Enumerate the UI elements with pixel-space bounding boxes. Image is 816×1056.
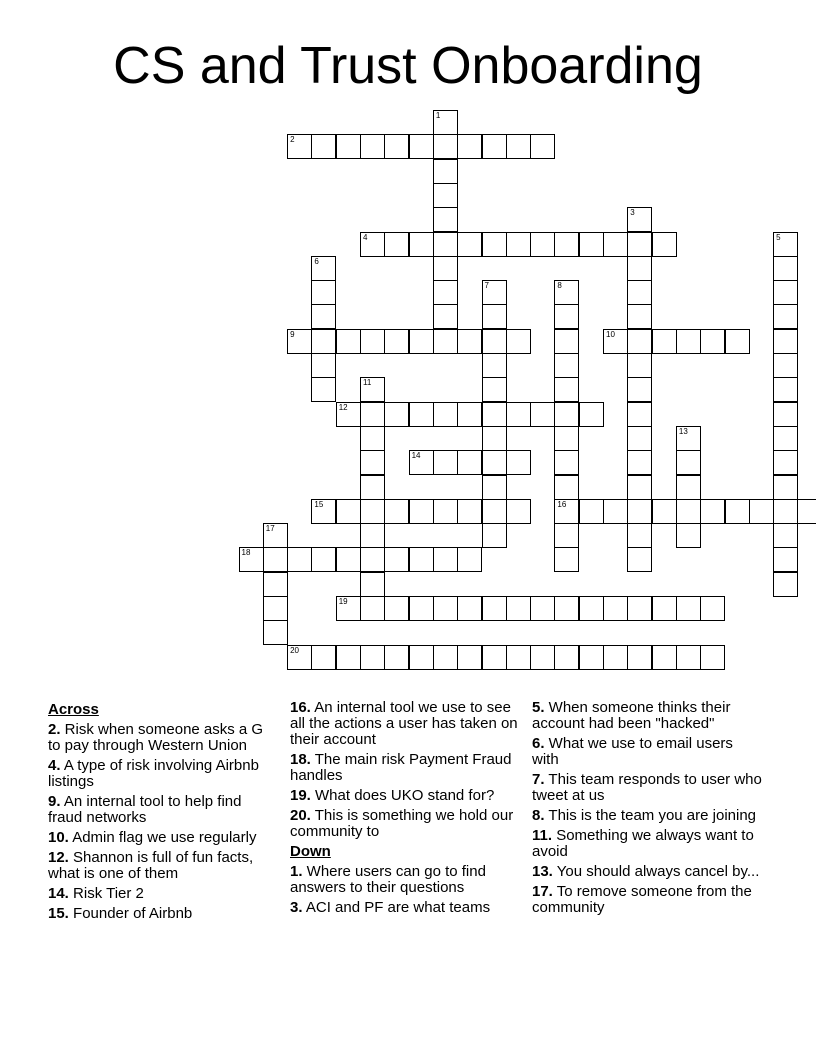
grid-cell[interactable] bbox=[457, 499, 482, 524]
grid-cell[interactable] bbox=[603, 596, 628, 621]
grid-cell[interactable] bbox=[773, 547, 798, 572]
clue-number-label: 18. bbox=[290, 751, 311, 768]
clue-number: 1 bbox=[435, 111, 441, 120]
down-clue bbox=[532, 700, 762, 732]
grid-cell[interactable] bbox=[482, 426, 507, 451]
grid-cell[interactable] bbox=[311, 353, 336, 378]
grid-cell[interactable] bbox=[627, 523, 652, 548]
across-clue bbox=[290, 752, 518, 784]
down-clue bbox=[290, 900, 518, 916]
grid-cell[interactable] bbox=[433, 256, 458, 281]
grid-cell[interactable] bbox=[482, 329, 507, 354]
grid-cell[interactable] bbox=[457, 645, 482, 670]
grid-cell[interactable] bbox=[457, 134, 482, 159]
grid-cell[interactable] bbox=[773, 304, 798, 329]
across-clue bbox=[48, 850, 273, 882]
clue-text: The main risk Payment Fraud handles bbox=[290, 751, 512, 784]
clue-text: Risk when someone asks a G to pay through Western Union bbox=[48, 721, 264, 754]
clue-number: 11 bbox=[363, 378, 372, 388]
grid-cell[interactable] bbox=[287, 547, 312, 572]
down-clue bbox=[532, 736, 762, 768]
grid-cell[interactable] bbox=[627, 207, 652, 232]
grid-cell[interactable] bbox=[603, 329, 628, 354]
grid-cell[interactable] bbox=[457, 402, 482, 427]
clue-text: To remove someone from the community bbox=[532, 883, 752, 916]
grid-cell[interactable] bbox=[627, 402, 652, 427]
grid-cell[interactable] bbox=[384, 645, 409, 670]
grid-cell[interactable] bbox=[433, 134, 458, 159]
grid-cell[interactable] bbox=[360, 450, 385, 475]
grid-cell[interactable] bbox=[433, 645, 458, 670]
grid-cell[interactable] bbox=[676, 329, 701, 354]
clues-column-1 bbox=[48, 700, 273, 926]
grid-cell[interactable] bbox=[554, 499, 579, 524]
grid-cell[interactable] bbox=[773, 280, 798, 305]
grid-cell[interactable] bbox=[554, 304, 579, 329]
grid-cell[interactable] bbox=[725, 329, 750, 354]
clue-text: Where users can go to find answers to their questions bbox=[290, 863, 486, 896]
grid-cell[interactable] bbox=[409, 596, 434, 621]
clue-number-label: 8. bbox=[532, 807, 545, 824]
grid-cell[interactable] bbox=[433, 232, 458, 257]
grid-cell[interactable] bbox=[482, 596, 507, 621]
grid-cell[interactable] bbox=[579, 402, 604, 427]
grid-cell[interactable] bbox=[773, 523, 798, 548]
grid-cell[interactable] bbox=[627, 232, 652, 257]
grid-cell[interactable] bbox=[409, 450, 434, 475]
grid-cell[interactable] bbox=[360, 134, 385, 159]
grid-cell[interactable] bbox=[773, 329, 798, 354]
grid-cell[interactable] bbox=[773, 402, 798, 427]
grid-cell[interactable] bbox=[287, 645, 312, 670]
grid-cell[interactable] bbox=[433, 547, 458, 572]
grid-cell[interactable] bbox=[506, 402, 531, 427]
grid-cell[interactable] bbox=[773, 499, 798, 524]
across-clue bbox=[48, 794, 273, 826]
grid-cell[interactable] bbox=[506, 329, 531, 354]
grid-cell[interactable] bbox=[311, 304, 336, 329]
grid-cell[interactable] bbox=[773, 450, 798, 475]
across-clue bbox=[48, 758, 273, 790]
clue-number: 16 bbox=[557, 499, 567, 509]
grid-cell[interactable] bbox=[336, 645, 361, 670]
clue-number: 20 bbox=[290, 645, 299, 655]
clue-text: Shannon is full of fun facts, what is one of them bbox=[48, 849, 254, 882]
down-heading: Down bbox=[290, 843, 331, 860]
grid-cell[interactable] bbox=[506, 450, 531, 475]
across-clue bbox=[48, 830, 273, 846]
clue-number-label: 5. bbox=[532, 699, 545, 716]
clues-column-2 bbox=[290, 700, 518, 920]
grid-cell[interactable] bbox=[433, 280, 458, 305]
grid-cell[interactable] bbox=[554, 280, 579, 305]
down-clue bbox=[532, 828, 762, 860]
grid-cell[interactable] bbox=[627, 256, 652, 281]
grid-cell[interactable] bbox=[627, 645, 652, 670]
grid-cell[interactable] bbox=[676, 499, 701, 524]
grid-cell[interactable] bbox=[287, 329, 312, 354]
grid-cell[interactable] bbox=[409, 645, 434, 670]
across-clue bbox=[290, 700, 518, 748]
grid-cell[interactable] bbox=[384, 596, 409, 621]
grid-cell[interactable] bbox=[579, 499, 604, 524]
grid-cell[interactable] bbox=[482, 232, 507, 257]
down-clue-list-2 bbox=[532, 700, 762, 916]
grid-cell[interactable] bbox=[530, 134, 555, 159]
grid-cell[interactable] bbox=[409, 232, 434, 257]
grid-cell[interactable] bbox=[579, 232, 604, 257]
clue-number-label: 12. bbox=[48, 849, 69, 866]
grid-cell[interactable] bbox=[336, 499, 361, 524]
clue-number-label: 1. bbox=[290, 863, 303, 880]
clue-number: 4 bbox=[363, 232, 368, 242]
grid-cell[interactable] bbox=[360, 475, 385, 500]
clue-number: 15 bbox=[314, 499, 324, 509]
grid-cell[interactable] bbox=[652, 232, 677, 257]
grid-cell[interactable] bbox=[311, 547, 336, 572]
grid-cell[interactable] bbox=[239, 547, 264, 572]
grid-cell[interactable] bbox=[482, 645, 507, 670]
clue-number: 8 bbox=[557, 281, 562, 291]
clue-number: 17 bbox=[265, 524, 275, 534]
clue-text: Something we always want to avoid bbox=[532, 827, 754, 860]
grid-cell[interactable] bbox=[433, 450, 458, 475]
across-clue bbox=[48, 722, 273, 754]
grid-cell[interactable] bbox=[482, 402, 507, 427]
grid-cell[interactable] bbox=[409, 329, 434, 354]
across-clue-list-2 bbox=[290, 700, 518, 840]
grid-cell[interactable] bbox=[554, 450, 579, 475]
clue-text: You should always cancel by... bbox=[552, 863, 760, 880]
grid-cell[interactable] bbox=[482, 499, 507, 524]
grid-cell[interactable] bbox=[554, 645, 579, 670]
grid-cell[interactable] bbox=[457, 450, 482, 475]
grid-cell[interactable] bbox=[603, 645, 628, 670]
grid-cell[interactable] bbox=[749, 499, 774, 524]
grid-cell[interactable] bbox=[676, 523, 701, 548]
grid-cell[interactable] bbox=[627, 596, 652, 621]
grid-cell[interactable] bbox=[263, 572, 288, 597]
grid-cell[interactable] bbox=[384, 402, 409, 427]
down-clue bbox=[532, 884, 762, 916]
grid-cell[interactable] bbox=[676, 596, 701, 621]
grid-cell[interactable] bbox=[360, 645, 385, 670]
grid-cell[interactable] bbox=[627, 450, 652, 475]
clue-number-label: 9. bbox=[48, 793, 61, 810]
grid-cell[interactable] bbox=[725, 499, 750, 524]
clue-number-label: 7. bbox=[532, 771, 545, 788]
clue-number-label: 3. bbox=[290, 899, 303, 916]
grid-cell[interactable] bbox=[482, 280, 507, 305]
grid-cell[interactable] bbox=[797, 499, 816, 524]
grid-cell[interactable] bbox=[773, 572, 798, 597]
grid-cell[interactable] bbox=[433, 159, 458, 184]
clue-number: 18 bbox=[241, 548, 251, 558]
grid-cell[interactable] bbox=[457, 596, 482, 621]
grid-cell[interactable] bbox=[700, 645, 725, 670]
grid-cell[interactable] bbox=[311, 377, 336, 402]
clue-text: An internal tool we use to see all the actions a user has taken on their account bbox=[290, 699, 518, 748]
grid-cell[interactable] bbox=[773, 426, 798, 451]
clue-number: 10 bbox=[606, 329, 615, 339]
grid-cell[interactable] bbox=[554, 232, 579, 257]
clue-number-label: 15. bbox=[48, 905, 69, 922]
clue-number: 12 bbox=[338, 402, 348, 412]
down-clue bbox=[532, 772, 762, 804]
grid-cell[interactable] bbox=[433, 402, 458, 427]
grid-cell[interactable] bbox=[652, 596, 677, 621]
grid-cell[interactable] bbox=[433, 329, 458, 354]
clue-number-label: 4. bbox=[48, 757, 61, 774]
grid-cell[interactable] bbox=[482, 353, 507, 378]
grid-cell[interactable] bbox=[482, 377, 507, 402]
grid-cell[interactable] bbox=[506, 596, 531, 621]
grid-cell[interactable] bbox=[336, 596, 361, 621]
grid-cell[interactable] bbox=[627, 377, 652, 402]
across-clue bbox=[48, 886, 273, 902]
clue-number-label: 20. bbox=[290, 807, 311, 824]
grid-cell[interactable] bbox=[676, 450, 701, 475]
clue-number: 2 bbox=[290, 135, 295, 145]
across-clue bbox=[290, 808, 518, 840]
grid-cell[interactable] bbox=[360, 596, 385, 621]
grid-cell[interactable] bbox=[554, 426, 579, 451]
grid-cell[interactable] bbox=[311, 280, 336, 305]
grid-cell[interactable] bbox=[360, 572, 385, 597]
grid-cell[interactable] bbox=[433, 596, 458, 621]
grid-cell[interactable] bbox=[433, 304, 458, 329]
grid-cell[interactable] bbox=[627, 499, 652, 524]
clue-text: This is something we hold our community to bbox=[290, 807, 514, 840]
clue-number-label: 17. bbox=[532, 883, 553, 900]
grid-cell[interactable] bbox=[360, 232, 385, 257]
clue-text: This is the team you are joining bbox=[544, 807, 757, 824]
grid-cell[interactable] bbox=[384, 499, 409, 524]
grid-cell[interactable] bbox=[482, 450, 507, 475]
grid-cell[interactable] bbox=[554, 547, 579, 572]
grid-cell[interactable] bbox=[554, 402, 579, 427]
grid-cell[interactable] bbox=[506, 499, 531, 524]
down-clue-list-1 bbox=[290, 864, 518, 916]
clue-number: 19 bbox=[338, 597, 348, 606]
grid-cell[interactable] bbox=[603, 232, 628, 257]
grid-cell[interactable] bbox=[360, 547, 385, 572]
grid-cell[interactable] bbox=[457, 547, 482, 572]
grid-cell[interactable] bbox=[554, 329, 579, 354]
clue-text: When someone thinks their account had been "hacked" bbox=[532, 699, 731, 732]
down-clue bbox=[290, 864, 518, 896]
grid-cell[interactable] bbox=[384, 329, 409, 354]
grid-cell[interactable] bbox=[700, 499, 725, 524]
down-clue bbox=[532, 808, 762, 824]
grid-cell[interactable] bbox=[409, 134, 434, 159]
grid-cell[interactable] bbox=[311, 329, 336, 354]
grid-cell[interactable] bbox=[384, 232, 409, 257]
grid-cell[interactable] bbox=[506, 134, 531, 159]
grid-cell[interactable] bbox=[530, 596, 555, 621]
clue-number-label: 2. bbox=[48, 721, 61, 738]
clue-number-label: 13. bbox=[532, 863, 553, 880]
clue-text: ACI and PF are what teams bbox=[302, 899, 491, 916]
clue-text: What does UKO stand for? bbox=[310, 787, 495, 804]
grid-cell[interactable] bbox=[360, 499, 385, 524]
grid-cell[interactable] bbox=[627, 329, 652, 354]
grid-cell[interactable] bbox=[627, 426, 652, 451]
grid-cell[interactable] bbox=[433, 499, 458, 524]
grid-cell[interactable] bbox=[433, 110, 458, 135]
grid-cell[interactable] bbox=[627, 304, 652, 329]
grid-cell[interactable] bbox=[603, 499, 628, 524]
grid-cell[interactable] bbox=[409, 402, 434, 427]
clue-text: Risk Tier 2 bbox=[68, 885, 144, 902]
grid-cell[interactable] bbox=[263, 596, 288, 621]
grid-cell[interactable] bbox=[554, 353, 579, 378]
grid-cell[interactable] bbox=[579, 596, 604, 621]
grid-cell[interactable] bbox=[336, 547, 361, 572]
grid-cell[interactable] bbox=[311, 645, 336, 670]
grid-cell[interactable] bbox=[433, 183, 458, 208]
grid-cell[interactable] bbox=[700, 329, 725, 354]
clue-number: 7 bbox=[484, 281, 489, 291]
grid-cell[interactable] bbox=[627, 353, 652, 378]
grid-cell[interactable] bbox=[627, 475, 652, 500]
grid-cell[interactable] bbox=[263, 620, 288, 645]
grid-cell[interactable] bbox=[336, 402, 361, 427]
grid-cell[interactable] bbox=[530, 645, 555, 670]
grid-cell[interactable] bbox=[652, 645, 677, 670]
grid-cell[interactable] bbox=[676, 645, 701, 670]
grid-cell[interactable] bbox=[482, 475, 507, 500]
grid-cell[interactable] bbox=[554, 596, 579, 621]
grid-cell[interactable] bbox=[676, 426, 701, 451]
grid-cell[interactable] bbox=[554, 475, 579, 500]
grid-cell[interactable] bbox=[457, 329, 482, 354]
grid-cell[interactable] bbox=[360, 402, 385, 427]
grid-cell[interactable] bbox=[700, 596, 725, 621]
grid-cell[interactable] bbox=[263, 547, 288, 572]
grid-cell[interactable] bbox=[360, 329, 385, 354]
grid-cell[interactable] bbox=[311, 256, 336, 281]
down-clue bbox=[532, 864, 762, 880]
grid-cell[interactable] bbox=[579, 645, 604, 670]
clue-text: Founder of Airbnb bbox=[68, 905, 193, 922]
grid-cell[interactable] bbox=[652, 329, 677, 354]
grid-cell[interactable] bbox=[311, 134, 336, 159]
grid-cell[interactable] bbox=[530, 402, 555, 427]
clue-number-label: 16. bbox=[290, 699, 311, 716]
grid-cell[interactable] bbox=[554, 377, 579, 402]
grid-cell[interactable] bbox=[482, 134, 507, 159]
grid-cell[interactable] bbox=[676, 475, 701, 500]
clue-number: 14 bbox=[411, 451, 421, 461]
clue-number-label: 14. bbox=[48, 885, 69, 902]
grid-cell[interactable] bbox=[311, 499, 336, 524]
grid-cell[interactable] bbox=[506, 232, 531, 257]
grid-cell[interactable] bbox=[627, 547, 652, 572]
grid-cell[interactable] bbox=[336, 134, 361, 159]
clue-number: 3 bbox=[630, 208, 635, 218]
grid-cell[interactable] bbox=[652, 499, 677, 524]
grid-cell[interactable] bbox=[360, 523, 385, 548]
grid-cell[interactable] bbox=[384, 134, 409, 159]
grid-cell[interactable] bbox=[773, 475, 798, 500]
clue-number-label: 10. bbox=[48, 829, 69, 846]
clue-number-label: 6. bbox=[532, 735, 545, 752]
clue-number-label: 11. bbox=[532, 827, 553, 844]
grid-cell[interactable] bbox=[409, 547, 434, 572]
grid-cell[interactable] bbox=[263, 523, 288, 548]
grid-cell[interactable] bbox=[482, 523, 507, 548]
grid-cell[interactable] bbox=[530, 232, 555, 257]
grid-cell[interactable] bbox=[773, 377, 798, 402]
clues-column-3 bbox=[532, 700, 762, 920]
grid-cell[interactable] bbox=[287, 134, 312, 159]
clue-number: 6 bbox=[314, 256, 319, 266]
across-clue bbox=[48, 906, 273, 922]
grid-cell[interactable] bbox=[506, 645, 531, 670]
grid-cell[interactable] bbox=[457, 232, 482, 257]
across-heading: Across bbox=[48, 701, 99, 718]
clue-number: 13 bbox=[678, 426, 688, 436]
grid-cell[interactable] bbox=[384, 547, 409, 572]
puzzle-title: CS and Trust Onboarding bbox=[113, 37, 703, 95]
across-clue-list-1 bbox=[48, 722, 273, 922]
grid-cell[interactable] bbox=[773, 353, 798, 378]
clue-text: A type of risk involving Airbnb listings bbox=[48, 757, 259, 790]
clue-text: What we use to email users with bbox=[532, 735, 733, 768]
grid-cell[interactable] bbox=[433, 207, 458, 232]
clue-number-label: 19. bbox=[290, 787, 311, 804]
grid-cell[interactable] bbox=[627, 280, 652, 305]
grid-cell[interactable] bbox=[482, 304, 507, 329]
grid-cell[interactable] bbox=[409, 499, 434, 524]
grid-cell[interactable] bbox=[336, 329, 361, 354]
grid-cell[interactable] bbox=[773, 256, 798, 281]
grid-cell[interactable] bbox=[360, 426, 385, 451]
clue-text: Admin flag we use regularly bbox=[68, 829, 257, 846]
grid-cell[interactable] bbox=[554, 523, 579, 548]
across-clue bbox=[290, 788, 518, 804]
clue-number: 5 bbox=[776, 232, 781, 242]
clue-text: An internal tool to help find fraud networks bbox=[48, 793, 242, 826]
grid-cell[interactable] bbox=[773, 232, 798, 257]
clue-text: This team responds to user who tweet at us bbox=[532, 771, 762, 804]
grid-cell[interactable] bbox=[360, 377, 385, 402]
clue-number: 9 bbox=[290, 329, 295, 339]
